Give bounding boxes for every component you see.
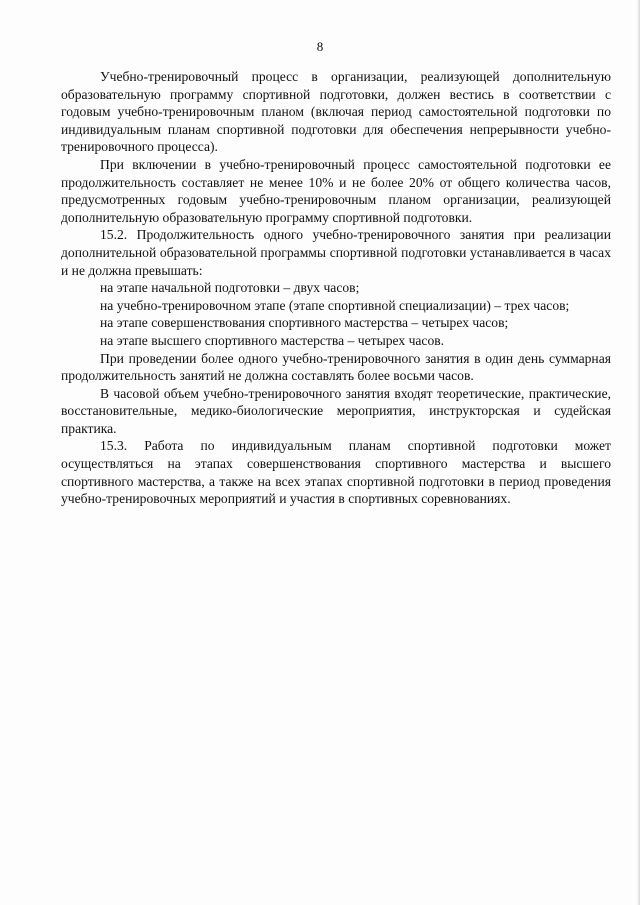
paragraph-hourly-volume: В часовой объем учебно-тренировочного занятия входят теоретические, практические, восстановительные, медико-биологические мероприятия, инструкторская и судейская практика. <box>61 385 611 436</box>
paragraph-15-2-session-duration: 15.2. Продолжительность одного учебно-тренировочного занятия при реализации дополнительной образовательной программы спортивной подготовки устанавливается в часах и не должна превышать: <box>61 227 611 278</box>
list-item-highest-stage: на этапе высшего спортивного мастерства – четырех часов. <box>100 332 445 348</box>
paragraph-daily-total: При проведении более одного учебно-тренировочного занятия в один день суммарная продолжительность занятий не должна составлять более восьми часов. <box>61 350 611 384</box>
list-item-initial-stage: на этапе начальной подготовки – двух часов; <box>100 280 360 296</box>
document-body <box>61 68 611 508</box>
page-number: 8 <box>316 39 324 54</box>
paragraph-15-3-individual-plans: 15.3. Работа по индивидуальным планам спортивной подготовки может осуществляться на этапах совершенствования спортивного мастерства и высшего спортивного мастерства, а также на всех этапах спортивной подготовки в период проведения учебно-тренировочных мероприятий и участия в спортивных соревнованиях. <box>61 438 611 507</box>
paragraph-self-training-duration: При включении в учебно-тренировочный процесс самостоятельной подготовки ее продолжительность составляет не менее 10% и не более 20% от общего количества часов, предусмотренных годовым учебно-тренировочным планом организации, реализующей дополнительную образовательную программу спортивной подготовки. <box>61 156 611 225</box>
paragraph-training-process: Учебно-тренировочный процесс в организации, реализующей дополнительную образовательную программу спортивной подготовки, должен вестись в соответствии с годовым учебно-тренировочным планом (включая период самостоятельной подготовки по индивидуальным планам спортивной подготовки для обеспечения непрерывности учебно-тренировочного процесса). <box>61 69 611 155</box>
list-item-training-stage: на учебно-тренировочном этапе (этапе спортивной специализации) – трех часов; <box>100 297 570 313</box>
list-item-improvement-stage: на этапе совершенствования спортивного мастерства – четырех часов; <box>100 315 509 331</box>
